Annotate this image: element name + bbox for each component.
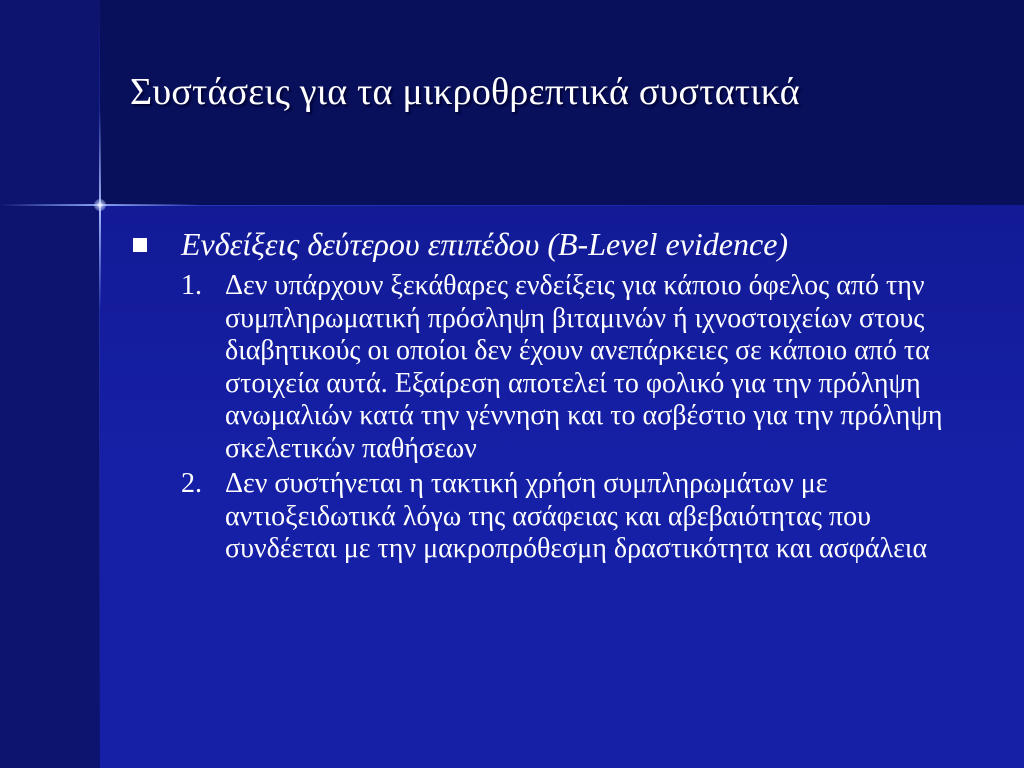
square-bullet-icon [133, 238, 147, 252]
bullet-item [130, 222, 960, 266]
bullet-text: Ενδείξεις δεύτερου επιπέδου (B-Level evidence) [181, 226, 789, 262]
list-item [181, 468, 960, 566]
list-item [181, 270, 960, 465]
list-item-text: Δεν υπάρχουν ξεκάθαρες ενδείξεις για κάποιο όφελος από την συμπληρωματική πρόσληψη βιταμινών ή ιχνοστοιχείων στους διαβητικούς οι οποίοι δεν έχουν ανεπάρκειες σε κάποιο από τα στοιχεία αυτά. Εξαίρεση αποτελεί το φολικό για την πρόληψη ανωμαλιών κατά την γέννηση και το ασβέστιο για την πρόληψη σκελετικών παθήσεων [225, 270, 943, 464]
list-item-number: 1. [181, 270, 202, 301]
list-item-number: 2. [181, 468, 202, 499]
list-item-text: Δεν συστήνεται η τακτική χρήση συμπληρωμάτων με αντιοξειδωτικά λόγω της ασάφειας και αβεβαιότητας που συνδέεται με την μακροπρόθεσμη δραστικότητα και ασφάλεια [225, 468, 928, 564]
slide-title: Συστάσεις για τα μικροθρεπτικά συστατικά [130, 71, 800, 113]
sparkle-star-icon [94, 199, 106, 211]
slide-body [130, 222, 960, 569]
left-strip [0, 0, 100, 768]
numbered-list [181, 270, 960, 566]
